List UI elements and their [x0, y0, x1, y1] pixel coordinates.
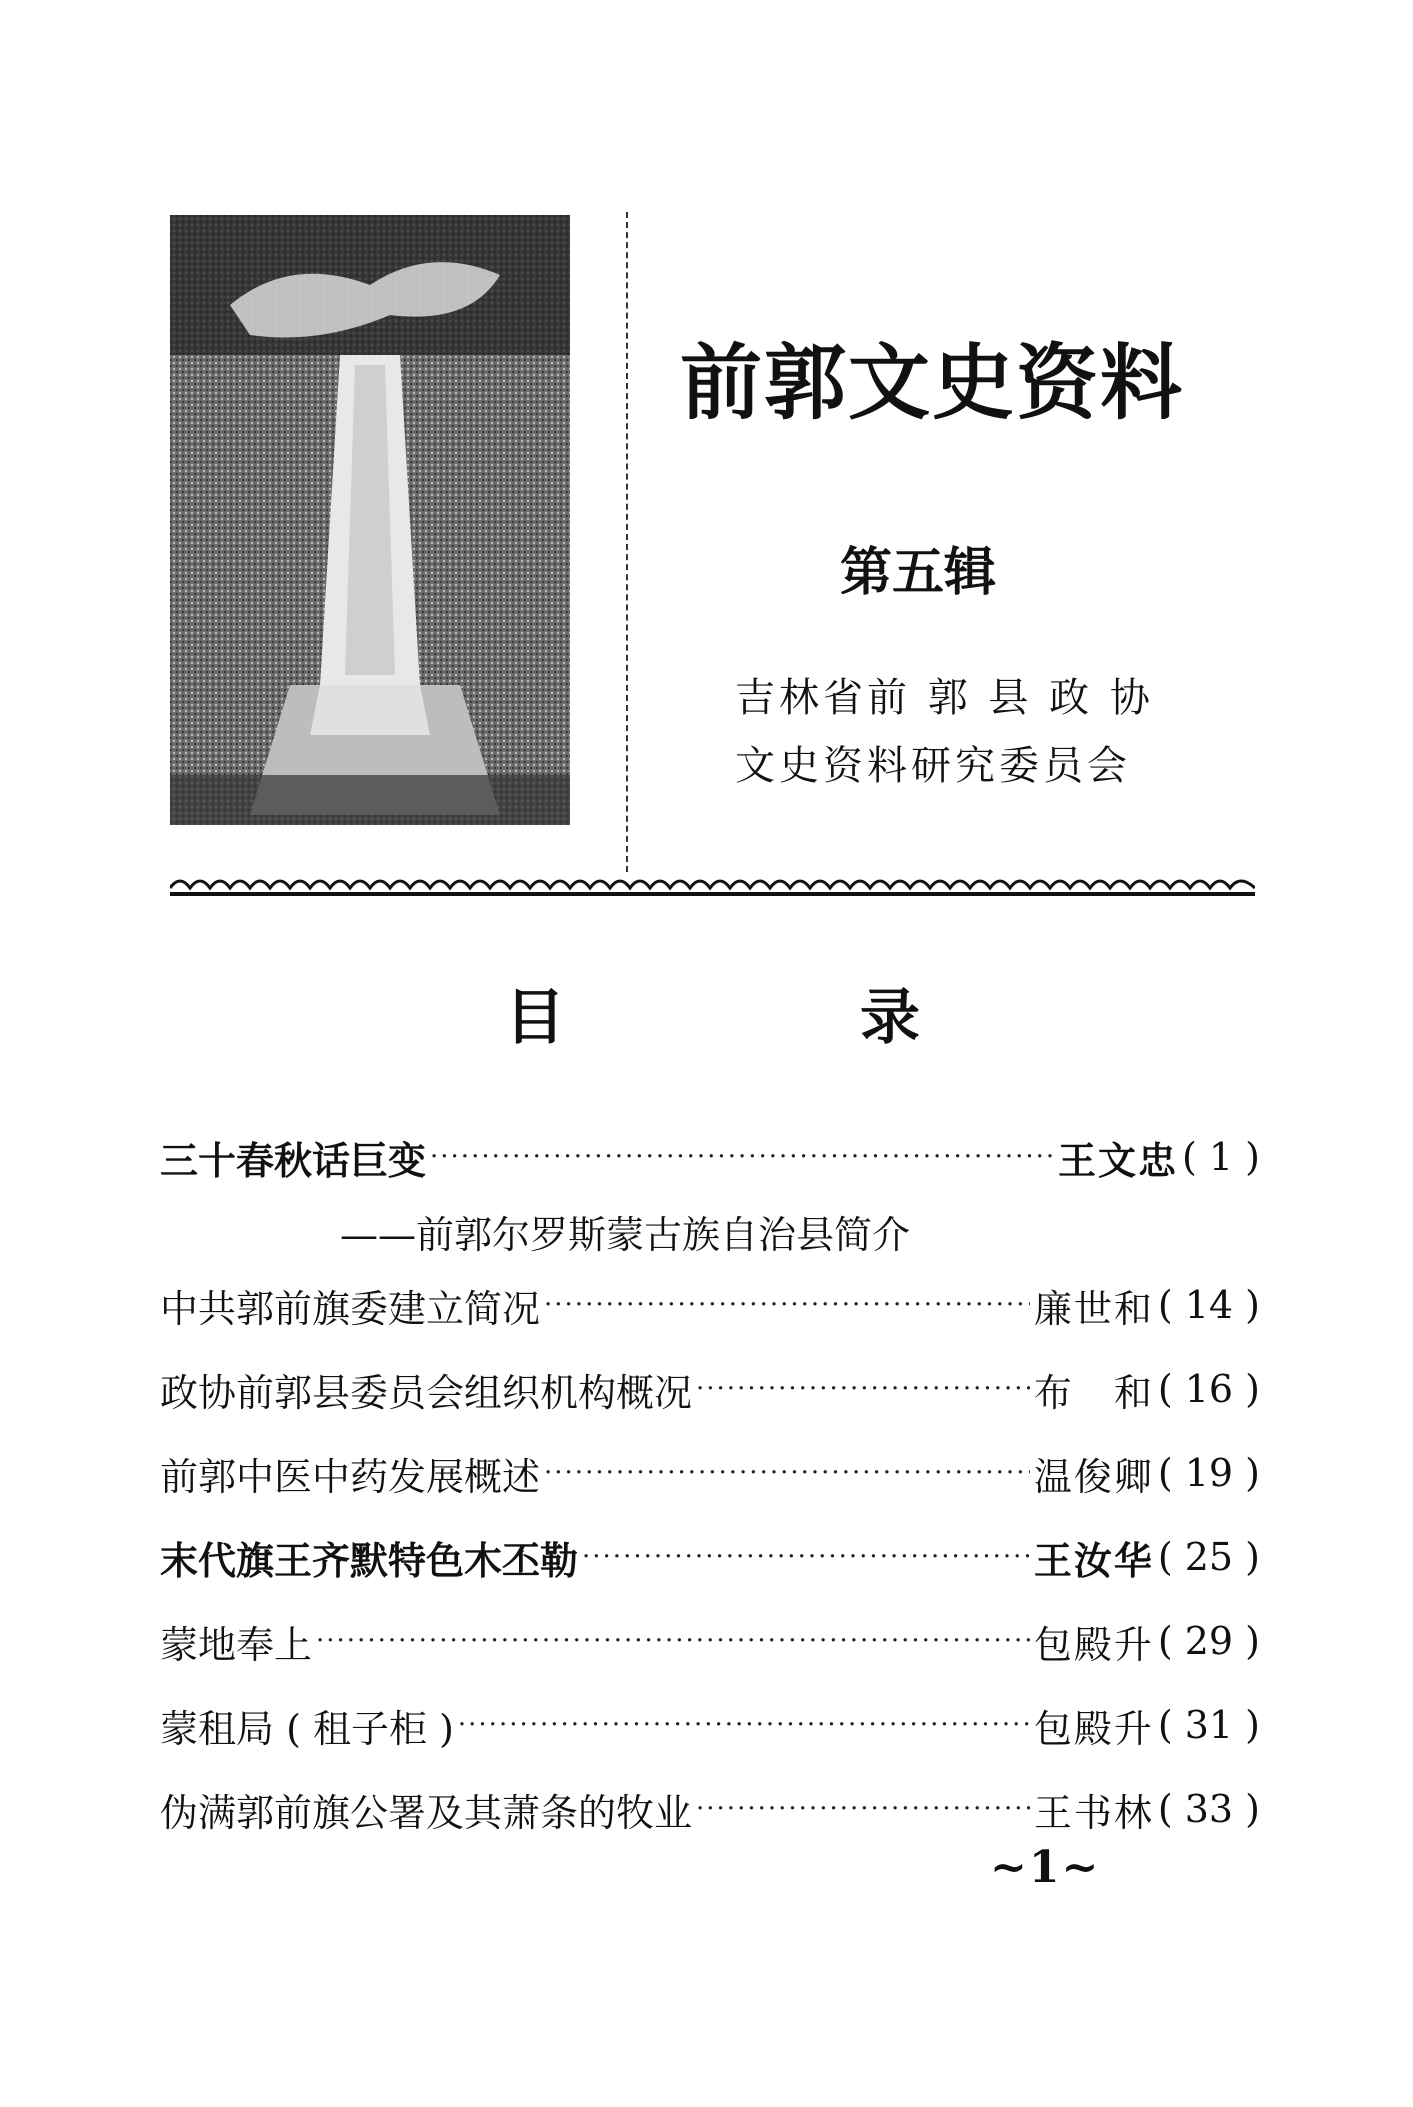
toc-entry-page: ( 25 )	[1157, 1535, 1260, 1579]
volume-number: 第五辑	[840, 543, 997, 603]
leader-dots	[696, 1374, 1030, 1404]
toc-entry[interactable]	[160, 1347, 1260, 1431]
toc-entry-title: 中共郭前旗委建立简况	[160, 1286, 541, 1331]
vertical-divider	[626, 212, 628, 872]
toc-entry-title: 三十春秋话巨变	[160, 1138, 427, 1183]
toc-subtitle-text: ——前郭尔罗斯蒙古族自治县简介	[340, 1212, 911, 1257]
toc-entry[interactable]	[160, 1431, 1260, 1515]
toc-entry[interactable]	[160, 1263, 1260, 1347]
leader-dots	[544, 1458, 1030, 1488]
leader-dots	[316, 1626, 1030, 1656]
publisher-line-1: 吉林省前 郭 县 政 协	[735, 675, 1154, 721]
page-number: ~1~	[990, 1842, 1101, 1893]
toc-entry-page: ( 19 )	[1157, 1451, 1260, 1495]
toc-entry-title: 政协前郭县委员会组织机构概况	[160, 1370, 693, 1415]
publication-title: 前郭文史资料	[680, 336, 1185, 431]
toc-entry-author: 温俊卿	[1033, 1454, 1154, 1499]
leader-dots	[582, 1542, 1030, 1572]
publisher-line-2: 文史资料研究委员会	[735, 743, 1131, 789]
toc-entry-author: 王文忠	[1057, 1138, 1178, 1183]
table-of-contents	[160, 1115, 1260, 1851]
toc-entry-title: 蒙租局 ( 租子柜 )	[160, 1706, 454, 1751]
toc-entry[interactable]	[160, 1515, 1260, 1599]
leader-dots	[544, 1290, 1030, 1320]
toc-entry-title: 蒙地奉上	[160, 1622, 313, 1667]
toc-entry-page: ( 33 )	[1157, 1787, 1260, 1831]
toc-entry-author: 包殿升	[1033, 1706, 1154, 1751]
leader-dots	[458, 1710, 1030, 1740]
toc-entry-page: ( 1 )	[1182, 1135, 1260, 1179]
toc-entry-author: 王书林	[1033, 1790, 1154, 1835]
toc-entry[interactable]	[160, 1767, 1260, 1851]
toc-entry-page: ( 29 )	[1157, 1619, 1260, 1663]
toc-entry-page: ( 14 )	[1157, 1283, 1260, 1327]
leader-dots	[696, 1794, 1030, 1824]
toc-entry-title: 前郭中医中药发展概述	[160, 1454, 541, 1499]
toc-entry-author: 廉世和	[1033, 1286, 1154, 1331]
toc-entry[interactable]	[160, 1683, 1260, 1767]
ornamental-divider	[170, 870, 1255, 900]
toc-entry-author: 包殿升	[1033, 1622, 1154, 1667]
toc-entry[interactable]	[160, 1599, 1260, 1683]
toc-entry-title: 伪满郭前旗公署及其萧条的牧业	[160, 1790, 693, 1835]
toc-entry-author: 布 和	[1033, 1370, 1154, 1415]
toc-entry-author: 王汝华	[1033, 1538, 1154, 1583]
toc-entry-title: 末代旗王齐默特色木丕勒	[160, 1538, 579, 1583]
publisher	[735, 664, 1155, 800]
toc-heading-left: 目	[505, 983, 565, 1053]
toc-entry-subtitle	[160, 1199, 1260, 1263]
toc-entry-page: ( 16 )	[1157, 1367, 1260, 1411]
toc-entry[interactable]	[160, 1115, 1260, 1199]
toc-heading-right: 录	[860, 983, 920, 1053]
toc-entry-page: ( 31 )	[1157, 1703, 1260, 1747]
leader-dots	[430, 1142, 1054, 1172]
cover-photo	[170, 215, 570, 825]
